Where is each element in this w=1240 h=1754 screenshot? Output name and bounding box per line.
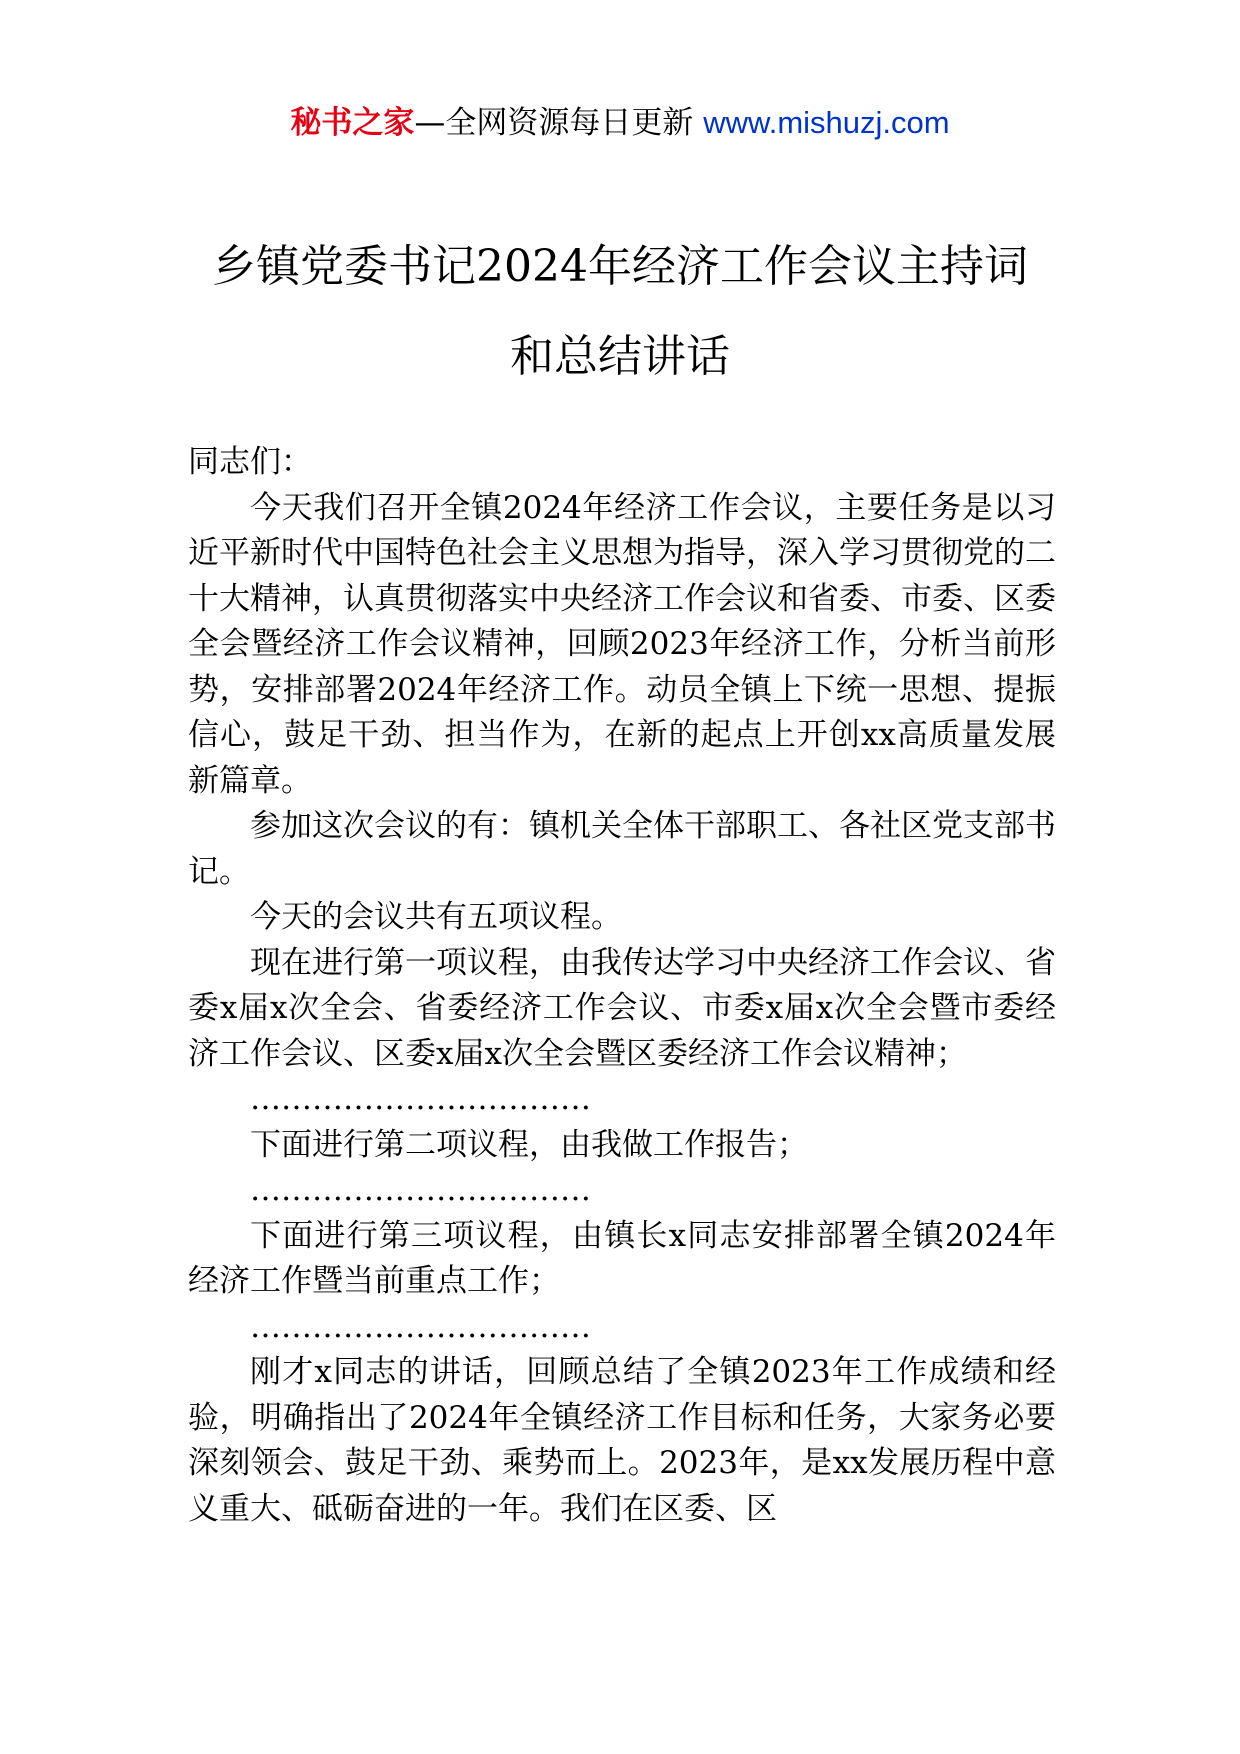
header-slogan: —全网资源每日更新 bbox=[414, 105, 704, 141]
paragraph-agenda-1: 现在进行第一项议程，由我传达学习中央经济工作会议、省委x届x次全会、省委经济工作会议、市委x届x次全会暨市委经济工作会议、区委x届x次全会暨区委经济工作会议精神； bbox=[188, 944, 1056, 1072]
title-line-1: 乡镇党委书记2024年经济工作会议主持词 bbox=[212, 241, 1028, 292]
brand-name: 秘书之家 bbox=[290, 105, 415, 141]
ellipsis-divider: …………………………… bbox=[250, 1308, 591, 1345]
salutation: 同志们： bbox=[188, 444, 312, 480]
paragraph-attendees: 参加这次会议的有：镇机关全体干部职工、各社区党支部书记。 bbox=[188, 808, 1056, 890]
paragraph-agenda-2: 下面进行第二项议程，由我做工作报告； bbox=[250, 1126, 808, 1163]
paragraph-intro: 今天我们召开全镇2024年经济工作会议，主要任务是以习近平新时代中国特色社会主义思想为指导，深入学习贯彻党的二十大精神，认真贯彻落实中央经济工作会议和省委、市委、区委全会暨经济工作会议精神，回顾2023年经济工作，分析当前形势，安排部署2024年经济工作。动员全镇上下统一思想、提振信心，鼓足干劲、担当作为，在新的起点上开创xx高质量发展新篇章。 bbox=[188, 489, 1056, 799]
ellipsis-divider: …………………………… bbox=[250, 1081, 591, 1117]
title-line-2: 和总结讲话 bbox=[510, 331, 730, 382]
site-header bbox=[0, 98, 1240, 148]
ellipsis-divider: …………………………… bbox=[250, 1172, 591, 1208]
paragraph-agenda-count: 今天的会议共有五项议程。 bbox=[250, 899, 622, 935]
paragraph-agenda-3: 下面进行第三项议程，由镇长x同志安排部署全镇2024年经济工作暨当前重点工作； bbox=[188, 1217, 1056, 1299]
document-title bbox=[150, 222, 1090, 402]
paragraph-summary: 刚才x同志的讲话，回顾总结了全镇2023年工作成绩和经验，明确指出了2024年全镇经济工作目标和任务，大家务必要深刻领会、鼓足干劲、乘势而上。2023年，是xx发展历程中意义重大、砥砺奋进的一年。我们在区委、区 bbox=[188, 1354, 1056, 1527]
site-url-link[interactable]: www.mishuzj.com bbox=[703, 105, 950, 140]
document-body bbox=[188, 440, 1056, 1532]
